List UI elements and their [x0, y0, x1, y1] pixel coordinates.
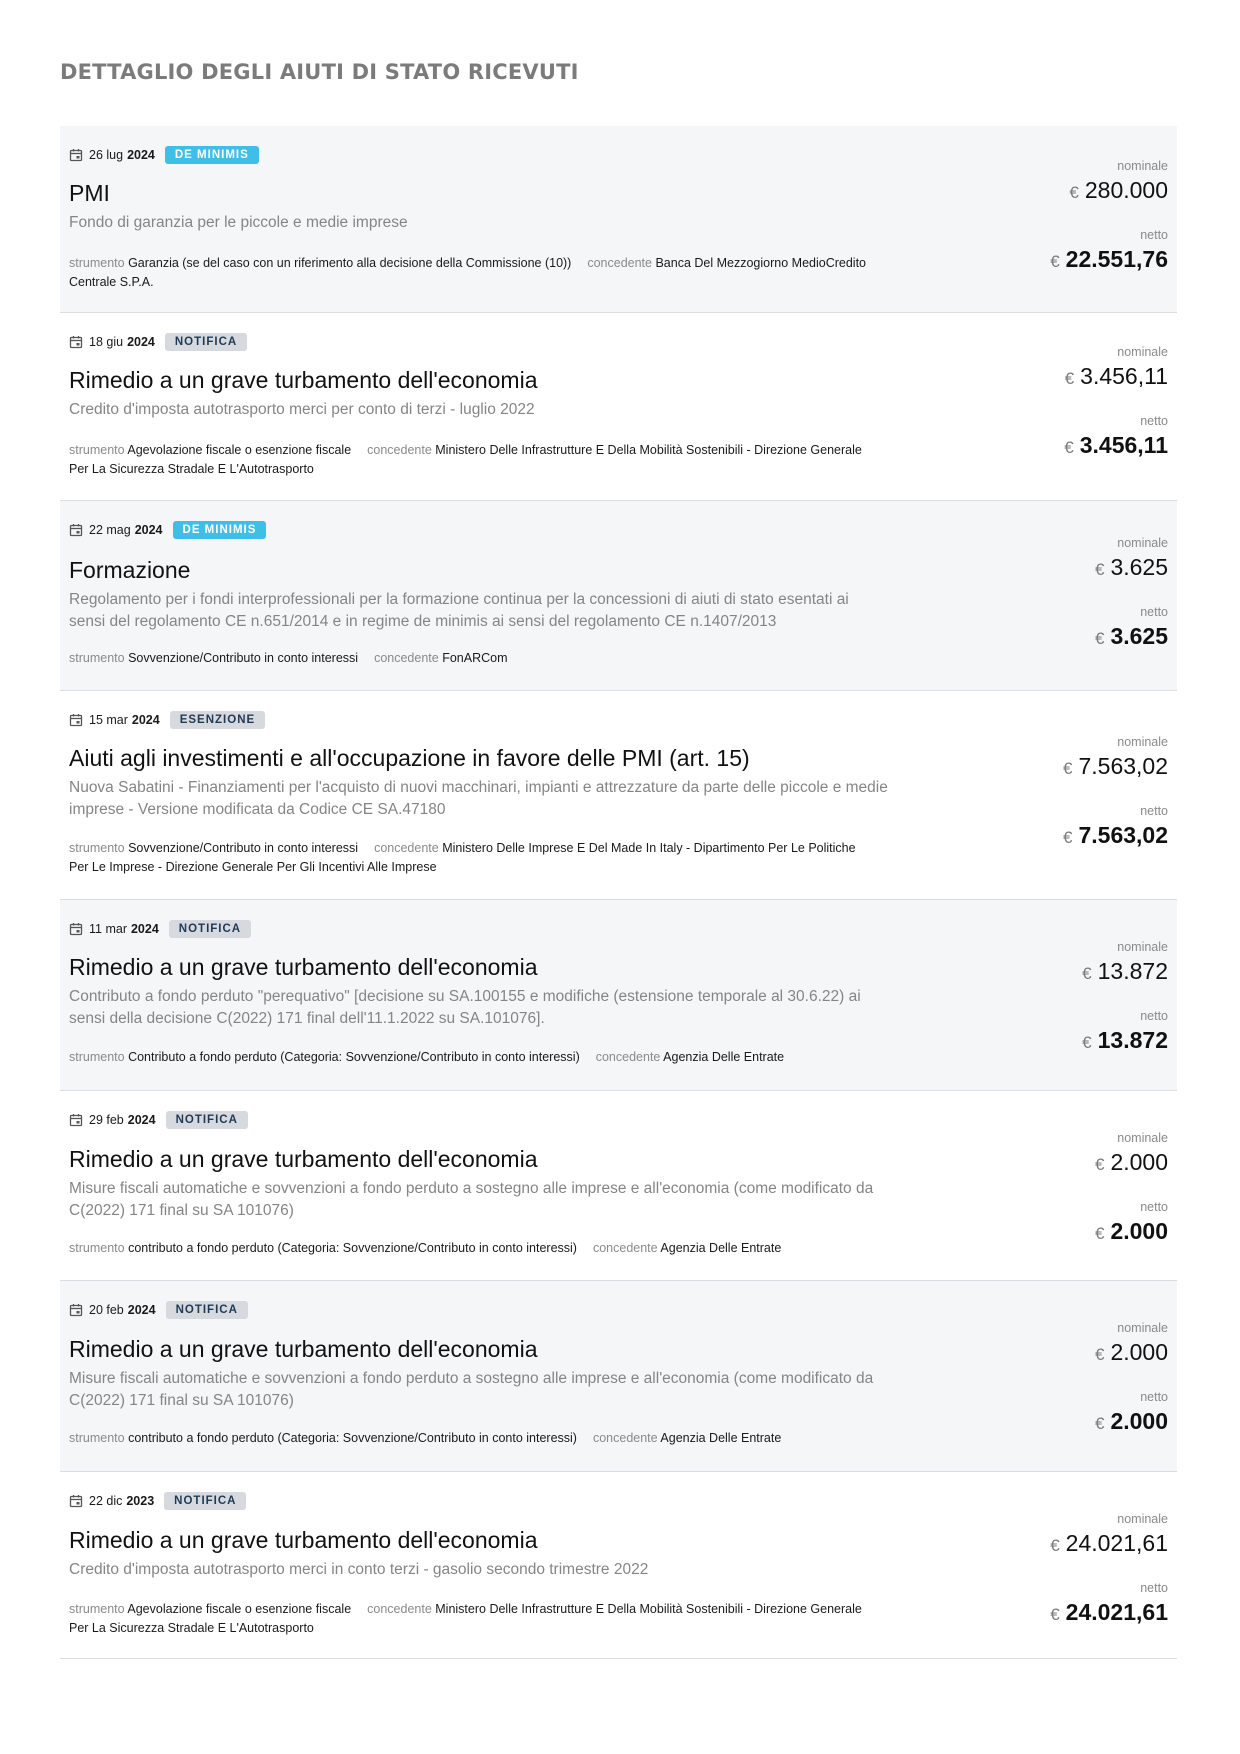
amount-spacer — [1095, 1183, 1168, 1200]
aid-amounts — [1050, 1512, 1168, 1633]
concedente-label: concedente — [374, 841, 439, 855]
aid-description: Misure fiscali automatiche e sovvenzioni a fondo perduto a sostegno alle imprese e all'economia (come modificato da C(2022) 171 final su SA 101076) — [69, 1180, 874, 1219]
state-aid-list — [60, 126, 1177, 1659]
netto-label: netto — [1140, 1390, 1168, 1404]
nominale-value: 2.000 — [1110, 1339, 1168, 1365]
aid-amounts — [1095, 536, 1168, 657]
euro-symbol: € — [1050, 1605, 1060, 1624]
netto-label: netto — [1140, 228, 1168, 242]
euro-symbol: € — [1094, 1345, 1105, 1364]
aid-date — [69, 521, 266, 539]
euro-symbol: € — [1082, 964, 1092, 983]
aid-date — [69, 920, 251, 938]
aid-date — [69, 1492, 246, 1510]
strumento-label: strumento — [69, 651, 125, 665]
nominale-amount — [1064, 361, 1168, 397]
netto-amount — [1050, 1597, 1168, 1633]
nominale-amount — [1082, 956, 1168, 992]
aid-date-day: 11 mar — [89, 922, 127, 936]
aid-description: Regolamento per i fondi interprofessionali per la formazione continua per la concessioni di aiuti di stato esentati ai sensi del regolamento CE n.651/2014 e in regime de minimis ai sensi del regolamento CE n.1407/2013 — [69, 591, 849, 630]
aid-amounts — [1063, 735, 1168, 856]
strumento-label: strumento — [69, 841, 125, 855]
aid-card — [60, 313, 1177, 501]
euro-symbol: € — [1082, 1033, 1092, 1052]
nominale-amount — [1095, 1337, 1168, 1373]
aid-meta — [69, 441, 869, 479]
nominale-value: 7.563,02 — [1078, 753, 1168, 779]
nominale-label: nominale — [1117, 735, 1168, 749]
aid-amounts — [1082, 940, 1168, 1061]
euro-symbol: € — [1094, 1155, 1105, 1174]
aid-date-day: 26 lug — [89, 148, 124, 162]
aid-date-day: 22 dic — [89, 1494, 123, 1508]
aid-title: Formazione — [69, 557, 191, 583]
strumento-value: Contributo a fondo perduto (Categoria: Sovvenzione/Contributo in conto interessi) — [128, 1050, 580, 1064]
aid-type-badge: NOTIFICA — [166, 1111, 248, 1129]
aid-description: Fondo di garanzia per le piccole e medie imprese — [69, 214, 408, 231]
strumento-label: strumento — [69, 1050, 125, 1064]
strumento-label: strumento — [69, 1431, 125, 1445]
euro-symbol: € — [1064, 438, 1074, 457]
strumento-value: contributo a fondo perduto (Categoria: Sovvenzione/Contributo in conto interessi) — [128, 1431, 577, 1445]
concedente-value: Ministero Delle Imprese E Del Made In Italy - Dipartimento Per Le Politiche Per Le Imprese - Direzione Generale Per Gli Incentivi Alle Imprese — [69, 841, 856, 874]
euro-symbol: € — [1050, 1536, 1060, 1555]
calendar-icon — [69, 1113, 83, 1127]
netto-value: 2.000 — [1110, 1408, 1168, 1434]
strumento-label: strumento — [69, 1241, 125, 1255]
concedente-label: concedente — [595, 1050, 661, 1064]
netto-value: 13.872 — [1097, 1027, 1168, 1053]
aid-date-day: 29 feb — [89, 1113, 124, 1127]
netto-label: netto — [1140, 804, 1168, 818]
concedente-value: Banca Del Mezzogiorno MedioCredito Centrale S.P.A. — [69, 256, 866, 289]
nominale-label: nominale — [1117, 345, 1168, 359]
calendar-icon — [69, 713, 83, 727]
aid-amounts — [1095, 1321, 1168, 1442]
aid-date-year: 2024 — [127, 335, 155, 349]
euro-symbol: € — [1063, 828, 1073, 847]
nominale-value: 24.021,61 — [1065, 1530, 1168, 1556]
aid-card — [60, 501, 1177, 691]
concedente-value: Ministero Delle Infrastrutture E Della Mobilità Sostenibili - Direzione Generale Per La Sicurezza Stradale E L'Autotrasporto — [69, 1602, 862, 1635]
netto-amount — [1095, 1406, 1168, 1442]
netto-value: 24.021,61 — [1065, 1599, 1168, 1625]
nominale-label: nominale — [1117, 1131, 1168, 1145]
strumento-label: strumento — [69, 256, 125, 270]
aid-amounts — [1050, 159, 1168, 280]
euro-symbol: € — [1094, 560, 1105, 579]
aid-amounts — [1095, 1131, 1168, 1252]
aid-description: Credito d'imposta autotrasporto merci per conto di terzi - luglio 2022 — [69, 401, 535, 418]
concedente-value: Ministero Delle Infrastrutture E Della Mobilità Sostenibili - Direzione Generale Per La Sicurezza Stradale E L'Autotrasporto — [69, 443, 862, 476]
euro-symbol: € — [1069, 183, 1079, 202]
strumento-label: strumento — [69, 443, 125, 457]
netto-amount — [1064, 430, 1168, 466]
aid-title: PMI — [69, 180, 110, 206]
aid-type-badge: NOTIFICA — [169, 920, 251, 938]
netto-label: netto — [1140, 605, 1168, 619]
aid-type-badge: NOTIFICA — [165, 333, 247, 351]
netto-label: netto — [1140, 414, 1168, 428]
nominale-value: 3.625 — [1110, 554, 1168, 580]
euro-symbol: € — [1063, 759, 1073, 778]
aid-type-badge: NOTIFICA — [166, 1301, 248, 1319]
strumento-value: Agevolazione fiscale o esenzione fiscale — [127, 1602, 352, 1616]
aid-description: Contributo a fondo perduto "perequativo" [decisione su SA.100155 e modifiche (estensione temporale al 30.6.22) ai sensi della decisione C(2022) 171 final dell'11.1.2022 su SA.101076]. — [69, 988, 861, 1027]
nominale-amount — [1063, 751, 1168, 787]
aid-type-badge: ESENZIONE — [170, 711, 265, 729]
nominale-amount — [1050, 175, 1168, 211]
concedente-value: Agenzia Delle Entrate — [663, 1050, 785, 1064]
aid-date — [69, 1301, 248, 1319]
aid-meta — [69, 1048, 869, 1067]
aid-meta — [69, 254, 869, 292]
concedente-label: concedente — [367, 1602, 432, 1616]
amount-spacer — [1050, 1564, 1168, 1581]
euro-symbol: € — [1094, 629, 1105, 648]
aid-title: Rimedio a un grave turbamento dell'economia — [69, 1527, 538, 1553]
netto-amount — [1050, 244, 1168, 280]
netto-label: netto — [1140, 1581, 1168, 1595]
aid-title: Rimedio a un grave turbamento dell'economia — [69, 1146, 538, 1172]
aid-date — [69, 146, 259, 164]
nominale-amount — [1095, 552, 1168, 588]
aid-date — [69, 1111, 248, 1129]
nominale-amount — [1095, 1147, 1168, 1183]
netto-amount — [1095, 1216, 1168, 1252]
nominale-label: nominale — [1117, 1512, 1168, 1526]
aid-type-badge: DE MINIMIS — [173, 521, 267, 539]
netto-amount — [1082, 1025, 1168, 1061]
netto-value: 2.000 — [1110, 1218, 1168, 1244]
nominale-label: nominale — [1117, 940, 1168, 954]
strumento-value: Agevolazione fiscale o esenzione fiscale — [127, 443, 352, 457]
aid-date — [69, 711, 265, 729]
aid-card — [60, 1281, 1177, 1472]
aid-description: Nuova Sabatini - Finanziamenti per l'acquisto di nuovi macchinari, impianti e attrezzature da parte delle piccole e medie imprese - Versione modificata da Codice CE SA.47180 — [69, 779, 888, 818]
aid-title: Rimedio a un grave turbamento dell'economia — [69, 367, 538, 393]
strumento-value: contributo a fondo perduto (Categoria: Sovvenzione/Contributo in conto interessi) — [128, 1241, 577, 1255]
aid-description: Misure fiscali automatiche e sovvenzioni a fondo perduto a sostegno alle imprese e all'economia (come modificato da C(2022) 171 final su SA 101076) — [69, 1370, 874, 1409]
netto-value: 22.551,76 — [1065, 246, 1168, 272]
concedente-label: concedente — [587, 256, 652, 270]
aid-date-year: 2024 — [127, 148, 155, 162]
aid-card — [60, 126, 1177, 313]
aid-meta — [69, 1600, 869, 1638]
aid-type-badge: NOTIFICA — [164, 1492, 246, 1510]
concedente-label: concedente — [592, 1431, 658, 1445]
page-title: DETTAGLIO DEGLI AIUTI DI STATO RICEVUTI — [60, 60, 579, 84]
netto-value: 3.456,11 — [1079, 432, 1168, 458]
aid-type-badge: DE MINIMIS — [165, 146, 259, 164]
strumento-value: Sovvenzione/Contributo in conto interessi — [128, 841, 359, 855]
netto-amount — [1063, 820, 1168, 856]
euro-symbol: € — [1094, 1224, 1105, 1243]
calendar-icon — [69, 148, 83, 162]
aid-date-year: 2023 — [126, 1494, 155, 1508]
aid-date-day: 15 mar — [89, 713, 128, 727]
aid-date-year: 2024 — [127, 1303, 156, 1317]
netto-amount — [1095, 621, 1168, 657]
nominale-value: 13.872 — [1097, 958, 1168, 984]
amount-spacer — [1095, 1373, 1168, 1390]
aid-date-day: 20 feb — [89, 1303, 124, 1317]
netto-label: netto — [1140, 1009, 1168, 1023]
calendar-icon — [69, 1494, 83, 1508]
amount-spacer — [1064, 397, 1168, 414]
nominale-label: nominale — [1117, 536, 1168, 550]
nominale-label: nominale — [1117, 1321, 1168, 1335]
aid-date — [69, 333, 247, 351]
aid-meta — [69, 1429, 869, 1448]
euro-symbol: € — [1050, 252, 1060, 271]
strumento-value: Garanzia (se del caso con un riferimento alla decisione della Commissione (10)) — [128, 256, 572, 270]
aid-date-day: 18 giu — [89, 335, 124, 349]
aid-date-year: 2024 — [130, 922, 159, 936]
aid-date-year: 2024 — [131, 713, 160, 727]
aid-date-year: 2024 — [127, 1113, 156, 1127]
aid-title: Rimedio a un grave turbamento dell'economia — [69, 1336, 538, 1362]
nominale-label: nominale — [1117, 159, 1168, 173]
amount-spacer — [1063, 787, 1168, 804]
aid-meta — [69, 649, 869, 668]
aid-title: Aiuti agli investimenti e all'occupazione in favore delle PMI (art. 15) — [69, 745, 750, 771]
concedente-value: Agenzia Delle Entrate — [660, 1431, 782, 1445]
aid-meta — [69, 1239, 869, 1258]
aid-card — [60, 900, 1177, 1091]
calendar-icon — [69, 1303, 83, 1317]
nominale-amount — [1050, 1528, 1168, 1564]
aid-date-year: 2024 — [134, 523, 163, 537]
aid-card — [60, 691, 1177, 900]
calendar-icon — [69, 523, 83, 537]
netto-value: 3.625 — [1110, 623, 1168, 649]
nominale-value: 280.000 — [1084, 177, 1168, 203]
nominale-value: 3.456,11 — [1080, 363, 1168, 389]
concedente-value: Agenzia Delle Entrate — [660, 1241, 782, 1255]
concedente-label: concedente — [592, 1241, 658, 1255]
nominale-value: 2.000 — [1110, 1149, 1168, 1175]
amount-spacer — [1050, 211, 1168, 228]
aid-title: Rimedio a un grave turbamento dell'economia — [69, 954, 538, 980]
euro-symbol: € — [1064, 369, 1075, 388]
amount-spacer — [1082, 992, 1168, 1009]
netto-value: 7.563,02 — [1078, 822, 1168, 848]
concedente-label: concedente — [367, 443, 432, 457]
euro-symbol: € — [1094, 1414, 1105, 1433]
aid-date-day: 22 mag — [89, 523, 131, 537]
concedente-value: FonARCom — [442, 651, 508, 665]
aid-card — [60, 1472, 1177, 1659]
netto-label: netto — [1140, 1200, 1168, 1214]
aid-meta — [69, 839, 869, 877]
calendar-icon — [69, 922, 83, 936]
calendar-icon — [69, 335, 83, 349]
concedente-label: concedente — [374, 651, 439, 665]
strumento-value: Sovvenzione/Contributo in conto interessi — [128, 651, 359, 665]
aid-amounts — [1064, 345, 1168, 466]
amount-spacer — [1095, 588, 1168, 605]
strumento-label: strumento — [69, 1602, 125, 1616]
aid-description: Credito d'imposta autotrasporto merci in conto terzi - gasolio secondo trimestre 2022 — [69, 1561, 649, 1578]
aid-card — [60, 1091, 1177, 1281]
